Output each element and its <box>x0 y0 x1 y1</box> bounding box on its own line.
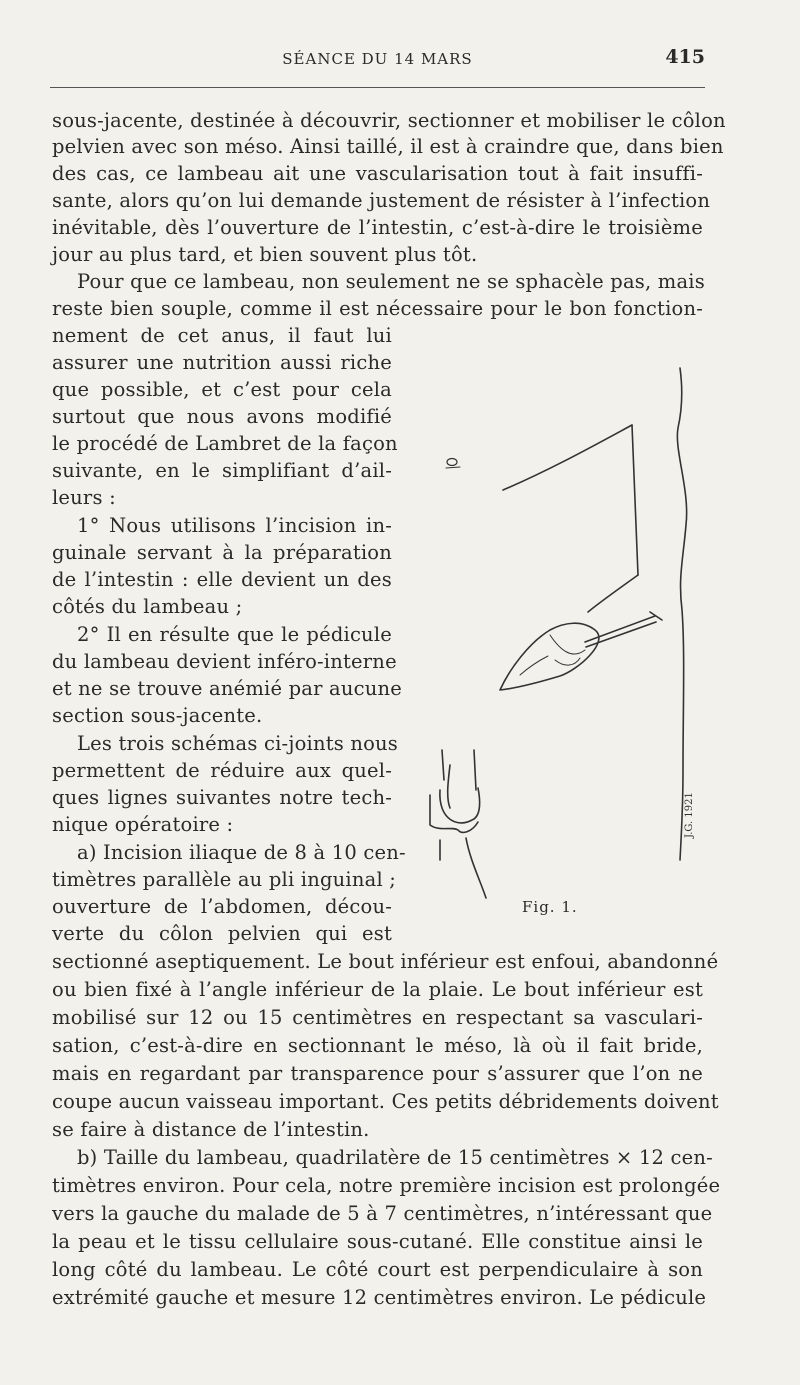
flap-side-incision <box>632 425 638 575</box>
text-line: pelvien avec son méso. Ainsi taillé, il est à craindre que, dans bien <box>52 135 724 158</box>
text-line: ouverture de l’abdomen, décou- <box>52 895 392 918</box>
text-line: reste bien souple, comme il est nécessaire pour le bon fonction- <box>52 297 703 320</box>
text-line: a) Incision iliaque de 8 à 10 cen- <box>77 841 406 864</box>
text-line: timètres environ. Pour cela, notre première incision est prolongée <box>52 1174 721 1197</box>
surgical-diagram <box>400 350 710 910</box>
text-line: guinale servant à la préparation <box>52 541 392 564</box>
text-line: la peau et le tissu cellulaire sous-cutané. Elle constitue ainsi le <box>52 1230 703 1253</box>
lower-sketch-u <box>440 788 480 823</box>
text-line: sation, c’est-à-dire en sectionnant le méso, là où il fait bride, <box>52 1034 703 1057</box>
text-line: suivante, en le simplifiant d’ail- <box>52 459 392 482</box>
lower-sketch-v <box>430 795 478 832</box>
text-line: se faire à distance de l’intestin. <box>52 1118 370 1141</box>
text-line: ou bien fixé à l’angle inférieur de la plaie. Le bout inférieur est <box>52 978 703 1001</box>
text-line: mobilisé sur 12 ou 15 centimètres en respectant sa vasculari- <box>52 1006 703 1029</box>
flap-upper-incision <box>503 425 632 490</box>
text-line: nement de cet anus, il faut lui <box>52 324 392 347</box>
text-line: nique opératoire : <box>52 813 234 836</box>
text-line: 2° Il en résulte que le pédicule <box>77 623 392 646</box>
text-line: inévitable, dès l’ouverture de l’intestin, c’est-à-dire le troisième <box>52 216 703 239</box>
text-line: du lambeau devient inféro-interne <box>52 650 397 673</box>
text-line: des cas, ce lambeau ait une vascularisation tout à fait insuffi- <box>52 162 703 185</box>
lower-sketch-left <box>442 750 476 808</box>
text-line: sous-jacente, destinée à découvrir, sectionner et mobiliser le côlon <box>52 109 726 132</box>
text-line: jour au plus tard, et bien souvent plus tôt. <box>52 243 478 266</box>
figure-caption: Fig. 1. <box>522 898 578 916</box>
text-line: de l’intestin : elle devient un des <box>52 568 392 591</box>
page-number: 415 <box>665 46 705 68</box>
text-line: sectionné aseptiquement. Le bout inférieur est enfoui, abandonné <box>52 950 719 973</box>
text-line: extrémité gauche et mesure 12 centimètres environ. Le pédicule <box>52 1286 707 1309</box>
text-line: coupe aucun vaisseau important. Ces petits débridements doivent <box>52 1090 719 1113</box>
text-line: surtout que nous avons modifié <box>52 405 392 428</box>
text-line: timètres parallèle au pli inguinal ; <box>52 868 397 891</box>
text-line: sante, alors qu’on lui demande justement de résister à l’infection <box>52 189 711 212</box>
small-mark <box>447 459 457 466</box>
text-line: Les trois schémas ci-joints nous <box>77 732 399 755</box>
body-contour-line <box>677 368 686 860</box>
running-title: SÉANCE DU 14 MARS <box>282 50 473 68</box>
text-line: le procédé de Lambret de la façon <box>52 432 398 455</box>
text-line: leurs : <box>52 486 116 509</box>
text-line: b) Taille du lambeau, quadrilatère de 15 centimètres × 12 cen- <box>77 1146 713 1169</box>
text-line: Pour que ce lambeau, non seulement ne se sphacèle pas, mais <box>77 270 705 293</box>
signature-text: J.G. 1921 <box>684 792 695 838</box>
text-line: côtés du lambeau ; <box>52 595 243 618</box>
text-line: vers la gauche du malade de 5 à 7 centimètres, n’intéressant que <box>52 1202 713 1225</box>
text-line: permettent de réduire aux quel- <box>52 759 392 782</box>
text-line: et ne se trouve anémié par aucune <box>52 677 403 700</box>
text-line: 1° Nous utilisons l’incision in- <box>77 514 392 537</box>
text-line: long côté du lambeau. Le côté court est perpendiculaire à son <box>52 1258 703 1281</box>
text-line: ques lignes suivantes notre tech- <box>52 786 392 809</box>
text-line: assurer une nutrition aussi riche <box>52 351 392 374</box>
header-rule <box>50 87 705 88</box>
text-line: section sous-jacente. <box>52 704 263 727</box>
instrument-line <box>585 616 655 642</box>
intestine-loop <box>500 623 599 690</box>
text-line: que possible, et c’est pour cela <box>52 378 392 401</box>
lower-sketch-stem <box>440 838 486 898</box>
text-line: mais en regardant par transparence pour s’assurer que l’on ne <box>52 1062 703 1085</box>
text-line: verte du côlon pelvien qui est <box>52 922 392 945</box>
running-header <box>50 46 705 76</box>
flap-lower-incision <box>588 575 638 612</box>
